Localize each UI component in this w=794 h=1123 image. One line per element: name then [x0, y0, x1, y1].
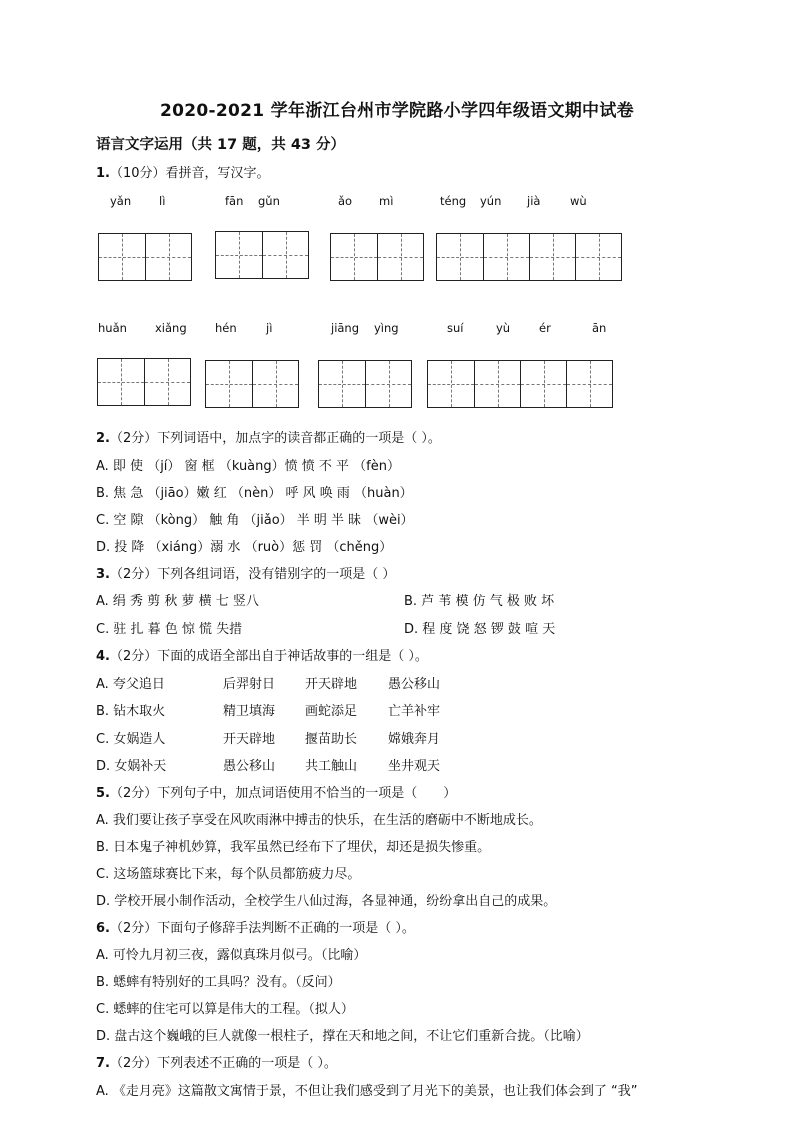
question-text: （2分）下列句子中，加点词语使用不恰当的一项是（ ）: [109, 786, 457, 801]
option-b[interactable]: B. 焦 急 （jiāo）嫩 红 （nèn） 呼 风 唤 雨 （huàn）: [96, 486, 413, 501]
writing-cell[interactable]: [428, 361, 474, 407]
question-text: （10分）看拼音，写汉字。: [109, 166, 270, 181]
question-text: （2分）下面句子修辞手法判断不正确的一项是（ ）。: [109, 921, 415, 936]
idiom: 愚公移山: [223, 759, 276, 774]
writing-cell[interactable]: [252, 361, 298, 407]
pinyin: ǎo: [338, 194, 353, 208]
writing-cell[interactable]: [98, 359, 144, 405]
writing-cell[interactable]: [575, 234, 621, 280]
idiom: D. 女娲补天: [96, 759, 167, 774]
pinyin: yìng: [374, 321, 399, 335]
pinyin: mì: [379, 194, 394, 208]
writing-box-group[interactable]: [330, 233, 424, 281]
option-a[interactable]: A. 我们要让孩子享受在风吹雨淋中搏击的快乐，在生活的磨砺中不断地成长。: [96, 813, 542, 828]
writing-cell[interactable]: [520, 361, 566, 407]
writing-cell[interactable]: [483, 234, 529, 280]
idiom: C. 女娲造人: [96, 732, 166, 747]
option-d[interactable]: D. 盘古这个巍峨的巨人就像一根柱子，撑在天和地之间，不让它们重新合拢。（比喻）: [96, 1029, 589, 1044]
question-2: [96, 430, 441, 448]
writing-cell[interactable]: [331, 234, 377, 280]
idiom: 开天辟地: [223, 732, 276, 747]
question-text: （2分）下列词语中，加点字的读音都正确的一项是（ ）。: [109, 431, 441, 446]
writing-cell[interactable]: [144, 359, 190, 405]
writing-box-group[interactable]: [427, 360, 613, 408]
idiom: 愚公移山: [388, 677, 441, 692]
writing-cell[interactable]: [262, 232, 308, 278]
pinyin: fān: [225, 194, 244, 208]
option-a[interactable]: A. 《走月亮》这篇散文寓情于景，不但让我们感受到了月光下的美景，也让我们体会到了 “我”: [96, 1084, 638, 1099]
idiom: B. 钻木取火: [96, 704, 166, 719]
writing-cell[interactable]: [206, 361, 252, 407]
writing-cell[interactable]: [566, 361, 612, 407]
option-c[interactable]: C. 这场篮球赛比下来，每个队员都筋疲力尽。: [96, 867, 361, 882]
writing-box-group[interactable]: [97, 358, 191, 406]
pinyin: jì: [266, 321, 273, 335]
option-d[interactable]: D. 投 降 （xiáng）溺 水 （ruò）惩 罚 （chěng）: [96, 540, 393, 555]
writing-cell[interactable]: [377, 234, 423, 280]
section-heading: 语言文字运用（共 17 题，共 43 分）: [96, 137, 346, 153]
pinyin: suí: [447, 321, 464, 335]
question-number: 5.: [96, 786, 110, 801]
writing-box-group[interactable]: [205, 360, 299, 408]
option-a[interactable]: A. 可怜九月初三夜，露似真珠月似弓。（比喻）: [96, 948, 367, 963]
option-c[interactable]: C. 空 隙 （kòng） 触 角 （jiǎo） 半 明 半 昧 （wèi）: [96, 513, 414, 528]
option-b[interactable]: B. 蟋蟀有特别好的工具吗？没有。（反问）: [96, 975, 341, 990]
writing-cell[interactable]: [99, 234, 145, 280]
pinyin: wù: [570, 194, 587, 208]
question-1: [96, 165, 270, 183]
idiom: 开天辟地: [305, 677, 358, 692]
pinyin: gǔn: [258, 194, 280, 208]
pinyin: jiāng: [331, 321, 360, 335]
writing-box-group[interactable]: [98, 233, 192, 281]
writing-cell[interactable]: [529, 234, 575, 280]
question-number: 1.: [96, 166, 110, 181]
writing-cell[interactable]: [474, 361, 520, 407]
question-4: [96, 648, 428, 666]
idiom: 精卫填海: [223, 704, 276, 719]
question-number: 6.: [96, 921, 110, 936]
writing-cell[interactable]: [365, 361, 411, 407]
pinyin: hén: [215, 321, 237, 335]
writing-box-group[interactable]: [436, 233, 622, 281]
idiom: 亡羊补牢: [388, 704, 441, 719]
idiom: 画蛇添足: [305, 704, 358, 719]
idiom: 共工触山: [305, 759, 358, 774]
option-c[interactable]: C. 驻 扎 暮 色 惊 慌 失措: [96, 622, 243, 637]
pinyin: téng: [440, 194, 467, 208]
idiom: 嫦娥奔月: [388, 732, 441, 747]
writing-box-group[interactable]: [318, 360, 412, 408]
option-a[interactable]: A. 绢 秀 剪 秋 萝 横 七 竖八: [96, 594, 259, 609]
question-3: [96, 566, 395, 584]
idiom: 后羿射日: [223, 677, 276, 692]
document-title: 2020-2021 学年浙江台州市学院路小学四年级语文期中试卷: [160, 101, 634, 121]
writing-box-group[interactable]: [215, 231, 309, 279]
option-a[interactable]: A. 即 使 （jí） 窗 框 （kuàng）愤 愤 不 平 （fèn）: [96, 459, 400, 474]
idiom: 揠苗助长: [305, 732, 358, 747]
question-7: [96, 1055, 337, 1073]
writing-cell[interactable]: [145, 234, 191, 280]
question-6: [96, 920, 415, 938]
option-c[interactable]: C. 蟋蟀的住宅可以算是伟大的工程。（拟人）: [96, 1002, 354, 1017]
question-text: （2分）下列各组词语，没有错别字的一项是（ ）: [109, 567, 396, 582]
pinyin: xiǎng: [155, 321, 187, 335]
pinyin: yǎn: [110, 194, 132, 208]
pinyin: ér: [539, 321, 551, 335]
writing-cell[interactable]: [437, 234, 483, 280]
question-number: 7.: [96, 1056, 110, 1071]
option-b[interactable]: B. 日本鬼子神机妙算，我军虽然已经布下了埋伏，却还是损失惨重。: [96, 840, 491, 855]
question-number: 2.: [96, 431, 110, 446]
option-d[interactable]: D. 程 度 饶 怒 锣 鼓 喧 天: [404, 622, 556, 637]
question-text: （2分）下面的成语全部出自于神话故事的一组是（ ）。: [109, 649, 428, 664]
question-5: [96, 785, 456, 803]
question-number: 3.: [96, 567, 110, 582]
pinyin: lì: [159, 194, 166, 208]
idiom: A. 夸父追日: [96, 677, 165, 692]
pinyin: huǎn: [98, 321, 127, 335]
pinyin: yù: [496, 321, 511, 335]
pinyin: jià: [527, 194, 541, 208]
question-number: 4.: [96, 649, 110, 664]
question-text: （2分）下列表述不正确的一项是（ ）。: [109, 1056, 337, 1071]
option-d[interactable]: D. 学校开展小制作活动，全校学生八仙过海，各显神通，纷纷拿出自己的成果。: [96, 894, 557, 909]
option-b[interactable]: B. 芦 苇 模 仿 气 极 败 坏: [404, 594, 555, 609]
writing-cell[interactable]: [216, 232, 262, 278]
writing-cell[interactable]: [319, 361, 365, 407]
pinyin: yún: [480, 194, 502, 208]
pinyin: ān: [592, 321, 607, 335]
idiom: 坐井观天: [388, 759, 441, 774]
